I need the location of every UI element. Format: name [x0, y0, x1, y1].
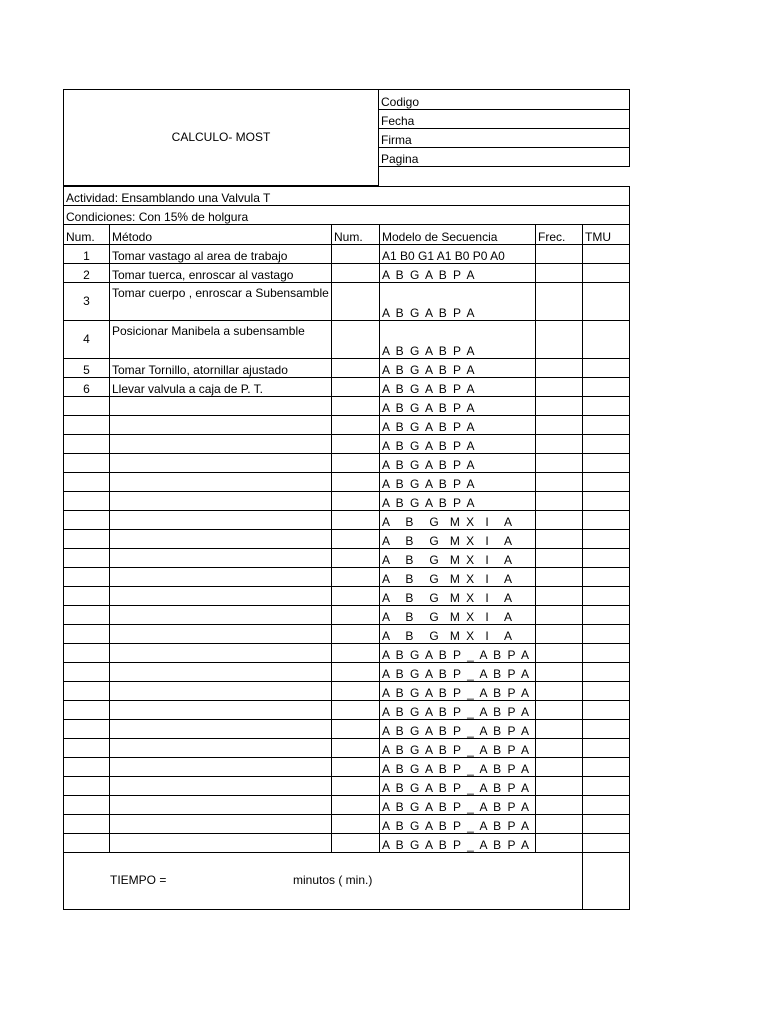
- row-tmu: [583, 473, 630, 492]
- row-num2: [332, 682, 380, 701]
- row-frec: [536, 815, 583, 834]
- row-num: [64, 682, 110, 701]
- field-fecha: Fecha: [379, 110, 630, 129]
- row-metodo: [110, 739, 332, 758]
- row-tmu: [583, 796, 630, 815]
- table-row: [64, 397, 630, 416]
- row-num2: [332, 264, 380, 283]
- row-tmu: [583, 492, 630, 511]
- row-num2: [332, 739, 380, 758]
- row-metodo: [110, 511, 332, 530]
- row-num: [64, 720, 110, 739]
- row-metodo: [110, 606, 332, 625]
- table-row: [64, 492, 630, 511]
- row-metodo: [110, 796, 332, 815]
- row-num: [64, 587, 110, 606]
- row-frec: [536, 530, 583, 549]
- row-num: [64, 530, 110, 549]
- row-num: [64, 492, 110, 511]
- table-row: [64, 834, 630, 853]
- row-sequence: A B G A B P _ A B P A: [380, 834, 536, 853]
- row-metodo: [110, 625, 332, 644]
- row-sequence: A B G A B P _ A B P A: [380, 663, 536, 682]
- table-row: [64, 815, 630, 834]
- row-sequence: A B G A B P _ A B P A: [380, 815, 536, 834]
- row-frec: [536, 739, 583, 758]
- row-num2: [332, 549, 380, 568]
- row-sequence: A B G M X I A: [380, 549, 536, 568]
- row-metodo: [110, 492, 332, 511]
- column-header-row: [64, 225, 630, 245]
- most-calculation-sheet: [63, 89, 629, 910]
- row-sequence: A B G A B P A: [380, 264, 536, 283]
- row-sequence: A B G A B P _ A B P A: [380, 777, 536, 796]
- row-num: [64, 644, 110, 663]
- row-num2: [332, 416, 380, 435]
- row-num: [64, 416, 110, 435]
- row-frec: [536, 606, 583, 625]
- row-tmu: [583, 397, 630, 416]
- table-row: [64, 321, 630, 359]
- row-tmu: [583, 264, 630, 283]
- row-num2: [332, 568, 380, 587]
- table-row: [64, 587, 630, 606]
- row-metodo: [110, 644, 332, 663]
- row-metodo: [110, 454, 332, 473]
- row-num2: [332, 815, 380, 834]
- row-tmu: [583, 701, 630, 720]
- row-metodo: [110, 435, 332, 454]
- row-metodo: [110, 720, 332, 739]
- field-blank: [379, 167, 630, 186]
- row-metodo: Llevar valvula a caja de P. T.: [110, 378, 332, 397]
- row-metodo: [110, 530, 332, 549]
- row-num: [64, 549, 110, 568]
- row-tmu: [583, 815, 630, 834]
- row-frec: [536, 473, 583, 492]
- row-metodo: [110, 758, 332, 777]
- row-sequence: A B G M X I A: [380, 587, 536, 606]
- row-num: 4: [64, 321, 110, 359]
- table-row: [64, 264, 630, 283]
- header-table: [63, 89, 630, 186]
- row-metodo: Posicionar Manibela a subensamble: [110, 321, 332, 359]
- row-metodo: Tomar vastago al area de trabajo: [110, 245, 332, 264]
- table-row: [64, 530, 630, 549]
- row-metodo: [110, 549, 332, 568]
- table-row: [64, 283, 630, 321]
- row-frec: [536, 625, 583, 644]
- row-tmu: [583, 587, 630, 606]
- table-row: [64, 758, 630, 777]
- row-num2: [332, 758, 380, 777]
- row-num: [64, 511, 110, 530]
- row-frec: [536, 549, 583, 568]
- row-frec: [536, 644, 583, 663]
- row-num: [64, 701, 110, 720]
- row-num2: [332, 777, 380, 796]
- row-num2: [332, 283, 380, 321]
- row-frec: [536, 378, 583, 397]
- table-row: [64, 568, 630, 587]
- row-sequence: A B G A B P _ A B P A: [380, 682, 536, 701]
- row-num2: [332, 359, 380, 378]
- row-tmu: [583, 245, 630, 264]
- row-tmu: [583, 606, 630, 625]
- row-sequence: A B G M X I A: [380, 568, 536, 587]
- row-frec: [536, 359, 583, 378]
- row-metodo: Tomar tuerca, enroscar al vastago: [110, 264, 332, 283]
- row-sequence: A B G A B P _ A B P A: [380, 644, 536, 663]
- row-tmu: [583, 378, 630, 397]
- row-num: 2: [64, 264, 110, 283]
- row-metodo: [110, 416, 332, 435]
- row-frec: [536, 492, 583, 511]
- field-codigo: Codigo: [379, 90, 630, 110]
- row-sequence: A B G M X I A: [380, 530, 536, 549]
- row-tmu: [583, 549, 630, 568]
- row-sequence: A B G A B P _ A B P A: [380, 701, 536, 720]
- table-row: [64, 549, 630, 568]
- row-num: 6: [64, 378, 110, 397]
- col-header-tmu: TMU: [583, 225, 630, 245]
- row-sequence: A B G A B P A: [380, 397, 536, 416]
- table-row: [64, 416, 630, 435]
- row-frec: [536, 720, 583, 739]
- row-tmu: [583, 758, 630, 777]
- footer-row: [64, 853, 630, 910]
- row-sequence: A B G M X I A: [380, 625, 536, 644]
- row-num2: [332, 492, 380, 511]
- row-tmu: [583, 321, 630, 359]
- row-num2: [332, 530, 380, 549]
- row-metodo: [110, 701, 332, 720]
- field-firma: Firma: [379, 129, 630, 148]
- row-frec: [536, 568, 583, 587]
- table-row: [64, 701, 630, 720]
- row-num: [64, 397, 110, 416]
- row-sequence: A B G M X I A: [380, 511, 536, 530]
- row-num: [64, 473, 110, 492]
- row-num2: [332, 644, 380, 663]
- row-frec: [536, 283, 583, 321]
- row-tmu: [583, 644, 630, 663]
- row-sequence: A B G M X I A: [380, 606, 536, 625]
- row-sequence: A B G A B P A: [380, 283, 536, 321]
- col-header-num2: Num.: [332, 225, 380, 245]
- row-frec: [536, 796, 583, 815]
- row-tmu: [583, 359, 630, 378]
- row-sequence: A B G A B P _ A B P A: [380, 739, 536, 758]
- row-num2: [332, 663, 380, 682]
- table-row: [64, 682, 630, 701]
- row-num: [64, 834, 110, 853]
- row-tmu: [583, 435, 630, 454]
- row-num2: [332, 378, 380, 397]
- row-num2: [332, 473, 380, 492]
- table-row: [64, 739, 630, 758]
- row-sequence: A B G A B P A: [380, 359, 536, 378]
- table-row: [64, 245, 630, 264]
- row-frec: [536, 701, 583, 720]
- row-metodo: [110, 682, 332, 701]
- table-row: [64, 378, 630, 397]
- row-sequence: A B G A B P A: [380, 321, 536, 359]
- table-row: [64, 511, 630, 530]
- row-sequence: A B G A B P A: [380, 454, 536, 473]
- row-metodo: [110, 587, 332, 606]
- row-tmu: [583, 739, 630, 758]
- row-num: [64, 815, 110, 834]
- row-num: [64, 796, 110, 815]
- row-sequence: A1 B0 G1 A1 B0 P0 A0: [380, 245, 536, 264]
- table-row: [64, 435, 630, 454]
- row-tmu: [583, 568, 630, 587]
- row-frec: [536, 264, 583, 283]
- row-num2: [332, 454, 380, 473]
- row-frec: [536, 587, 583, 606]
- row-tmu: [583, 511, 630, 530]
- row-frec: [536, 682, 583, 701]
- field-pagina: Pagina: [379, 148, 630, 167]
- tiempo-cell: [64, 853, 583, 910]
- row-frec: [536, 245, 583, 264]
- row-num: [64, 454, 110, 473]
- row-num2: [332, 796, 380, 815]
- table-row: [64, 777, 630, 796]
- row-sequence: A B G A B P A: [380, 435, 536, 454]
- row-num2: [332, 397, 380, 416]
- row-tmu: [583, 777, 630, 796]
- row-metodo: [110, 663, 332, 682]
- row-num2: [332, 435, 380, 454]
- row-metodo: Tomar cuerpo , enroscar a Subensamble: [110, 283, 332, 321]
- row-sequence: A B G A B P A: [380, 416, 536, 435]
- row-num2: [332, 606, 380, 625]
- row-num: [64, 568, 110, 587]
- condiciones-text: Condiciones: Con 15% de holgura: [64, 206, 630, 225]
- row-num: [64, 739, 110, 758]
- row-num: 1: [64, 245, 110, 264]
- row-sequence: A B G A B P _ A B P A: [380, 758, 536, 777]
- tiempo-value-cell: [583, 853, 630, 910]
- row-num: [64, 435, 110, 454]
- row-metodo: [110, 815, 332, 834]
- table-row: [64, 473, 630, 492]
- row-frec: [536, 397, 583, 416]
- table-row: [64, 796, 630, 815]
- row-tmu: [583, 416, 630, 435]
- col-header-metodo: Método: [110, 225, 332, 245]
- row-tmu: [583, 682, 630, 701]
- row-sequence: A B G A B P A: [380, 492, 536, 511]
- table-row: [64, 663, 630, 682]
- row-tmu: [583, 454, 630, 473]
- row-sequence: A B G A B P A: [380, 378, 536, 397]
- table-row: [64, 359, 630, 378]
- row-num2: [332, 720, 380, 739]
- row-frec: [536, 454, 583, 473]
- minutos-label: minutos ( min.): [293, 873, 373, 887]
- row-frec: [536, 834, 583, 853]
- row-num2: [332, 321, 380, 359]
- row-num: [64, 663, 110, 682]
- row-frec: [536, 435, 583, 454]
- row-metodo: [110, 473, 332, 492]
- row-metodo: Tomar Tornillo, atornillar ajustado: [110, 359, 332, 378]
- row-tmu: [583, 834, 630, 853]
- row-num2: [332, 587, 380, 606]
- col-header-modelo: Modelo de Secuencia: [380, 225, 536, 245]
- row-tmu: [583, 720, 630, 739]
- row-num2: [332, 511, 380, 530]
- row-num: [64, 606, 110, 625]
- row-tmu: [583, 625, 630, 644]
- table-row: [64, 454, 630, 473]
- method-table: [63, 186, 630, 910]
- table-row: [64, 720, 630, 739]
- table-row: [64, 625, 630, 644]
- sheet-title: CALCULO- MOST: [64, 90, 379, 186]
- row-tmu: [583, 530, 630, 549]
- row-num2: [332, 625, 380, 644]
- row-tmu: [583, 283, 630, 321]
- actividad-text: Actividad: Ensamblando una Valvula T: [64, 187, 630, 206]
- row-sequence: A B G A B P _ A B P A: [380, 720, 536, 739]
- row-sequence: A B G A B P A: [380, 473, 536, 492]
- table-row: [64, 606, 630, 625]
- row-sequence: A B G A B P _ A B P A: [380, 796, 536, 815]
- tiempo-label: TIEMPO =: [110, 873, 167, 887]
- row-frec: [536, 511, 583, 530]
- row-num2: [332, 701, 380, 720]
- row-frec: [536, 321, 583, 359]
- row-num: 5: [64, 359, 110, 378]
- row-tmu: [583, 663, 630, 682]
- row-frec: [536, 777, 583, 796]
- row-num: [64, 625, 110, 644]
- row-num2: [332, 834, 380, 853]
- row-num2: [332, 245, 380, 264]
- row-frec: [536, 663, 583, 682]
- row-frec: [536, 416, 583, 435]
- row-metodo: [110, 834, 332, 853]
- col-header-frec: Frec.: [536, 225, 583, 245]
- row-num: [64, 777, 110, 796]
- row-num: 3: [64, 283, 110, 321]
- row-num: [64, 758, 110, 777]
- row-metodo: [110, 397, 332, 416]
- row-frec: [536, 758, 583, 777]
- row-metodo: [110, 568, 332, 587]
- row-metodo: [110, 777, 332, 796]
- col-header-num: Num.: [64, 225, 110, 245]
- table-row: [64, 644, 630, 663]
